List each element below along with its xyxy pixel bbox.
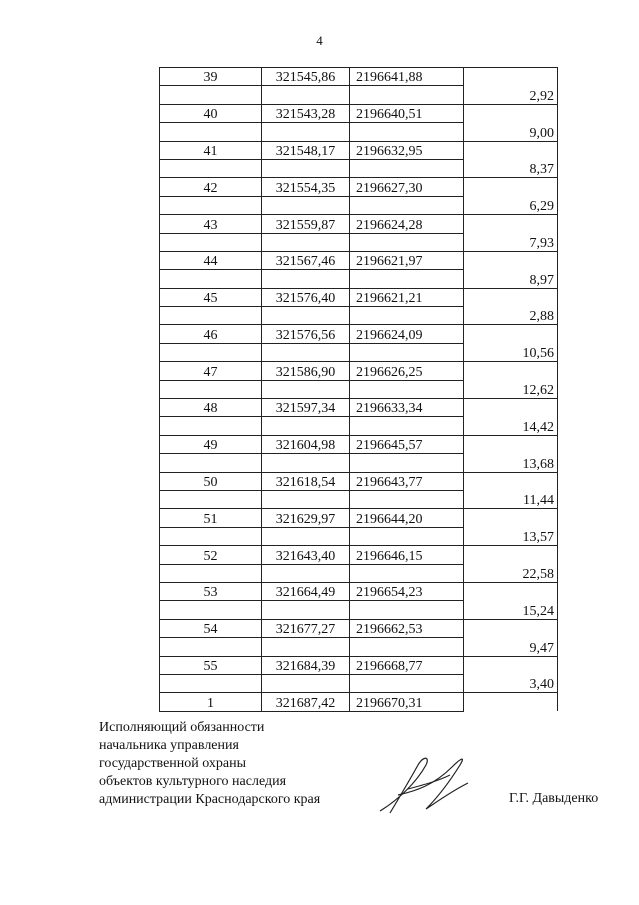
distance-cell bbox=[464, 141, 558, 159]
x-coordinate-cell bbox=[262, 674, 350, 692]
y-coordinate-cell: 2196624,09 bbox=[350, 325, 464, 343]
point-number-cell bbox=[160, 159, 262, 177]
distance-cell: 9,47 bbox=[464, 638, 558, 656]
y-coordinate-cell: 2196624,28 bbox=[350, 215, 464, 233]
point-row bbox=[160, 178, 558, 196]
point-number-cell: 49 bbox=[160, 435, 262, 453]
y-coordinate-cell bbox=[350, 123, 464, 141]
x-coordinate-cell bbox=[262, 601, 350, 619]
y-coordinate-cell bbox=[350, 638, 464, 656]
point-number-cell: 43 bbox=[160, 215, 262, 233]
point-number-cell bbox=[160, 343, 262, 361]
x-coordinate-cell: 321597,34 bbox=[262, 399, 350, 417]
distance-row bbox=[160, 417, 558, 435]
x-coordinate-cell: 321618,54 bbox=[262, 472, 350, 490]
distance-row bbox=[160, 601, 558, 619]
y-coordinate-cell: 2196668,77 bbox=[350, 656, 464, 674]
y-coordinate-cell: 2196670,31 bbox=[350, 693, 464, 711]
point-number-cell bbox=[160, 233, 262, 251]
coordinates-table-body bbox=[160, 68, 558, 712]
y-coordinate-cell bbox=[350, 270, 464, 288]
point-row bbox=[160, 325, 558, 343]
y-coordinate-cell: 2196621,97 bbox=[350, 251, 464, 269]
y-coordinate-cell bbox=[350, 380, 464, 398]
point-row bbox=[160, 141, 558, 159]
distance-row bbox=[160, 307, 558, 325]
distance-cell: 22,58 bbox=[464, 564, 558, 582]
distance-cell: 13,57 bbox=[464, 527, 558, 545]
y-coordinate-cell: 2196633,34 bbox=[350, 399, 464, 417]
coordinates-table bbox=[159, 67, 558, 712]
distance-cell: 14,42 bbox=[464, 417, 558, 435]
x-coordinate-cell: 321687,42 bbox=[262, 693, 350, 711]
distance-cell bbox=[464, 178, 558, 196]
x-coordinate-cell bbox=[262, 233, 350, 251]
x-coordinate-cell: 321643,40 bbox=[262, 546, 350, 564]
page-number: 4 bbox=[316, 33, 323, 48]
position-line: Исполняющий обязанности bbox=[99, 720, 265, 735]
x-coordinate-cell: 321576,56 bbox=[262, 325, 350, 343]
distance-cell bbox=[464, 288, 558, 306]
x-coordinate-cell: 321548,17 bbox=[262, 141, 350, 159]
distance-row bbox=[160, 564, 558, 582]
point-number-cell: 50 bbox=[160, 472, 262, 490]
distance-row bbox=[160, 196, 558, 214]
y-coordinate-cell bbox=[350, 564, 464, 582]
distance-cell: 8,97 bbox=[464, 270, 558, 288]
point-number-cell bbox=[160, 196, 262, 214]
y-coordinate-cell: 2196641,88 bbox=[350, 68, 464, 86]
point-number-cell: 40 bbox=[160, 104, 262, 122]
distance-cell: 12,62 bbox=[464, 380, 558, 398]
position-line: администрации Краснодарского края bbox=[99, 792, 321, 807]
point-row bbox=[160, 435, 558, 453]
distance-cell bbox=[464, 472, 558, 490]
distance-cell: 11,44 bbox=[464, 490, 558, 508]
distance-row bbox=[160, 270, 558, 288]
distance-cell bbox=[464, 399, 558, 417]
distance-row bbox=[160, 343, 558, 361]
distance-row bbox=[160, 490, 558, 508]
distance-cell: 2,88 bbox=[464, 307, 558, 325]
distance-row bbox=[160, 86, 558, 104]
distance-cell: 7,93 bbox=[464, 233, 558, 251]
signer-name: Г.Г. Давыденко bbox=[509, 791, 599, 806]
point-number-cell bbox=[160, 601, 262, 619]
distance-cell bbox=[464, 325, 558, 343]
y-coordinate-cell: 2196621,21 bbox=[350, 288, 464, 306]
point-row bbox=[160, 656, 558, 674]
distance-cell: 9,00 bbox=[464, 123, 558, 141]
point-number-cell: 41 bbox=[160, 141, 262, 159]
point-number-cell: 48 bbox=[160, 399, 262, 417]
x-coordinate-cell bbox=[262, 159, 350, 177]
point-row bbox=[160, 104, 558, 122]
point-number-cell: 47 bbox=[160, 362, 262, 380]
y-coordinate-cell: 2196643,77 bbox=[350, 472, 464, 490]
distance-row bbox=[160, 380, 558, 398]
point-number-cell bbox=[160, 270, 262, 288]
y-coordinate-cell bbox=[350, 343, 464, 361]
x-coordinate-cell: 321576,40 bbox=[262, 288, 350, 306]
y-coordinate-cell: 2196644,20 bbox=[350, 509, 464, 527]
y-coordinate-cell: 2196626,25 bbox=[350, 362, 464, 380]
distance-cell bbox=[464, 509, 558, 527]
point-row bbox=[160, 509, 558, 527]
point-number-cell bbox=[160, 380, 262, 398]
point-number-cell: 51 bbox=[160, 509, 262, 527]
point-number-cell bbox=[160, 307, 262, 325]
position-line: объектов культурного наследия bbox=[99, 774, 287, 789]
point-number-cell bbox=[160, 417, 262, 435]
x-coordinate-cell: 321629,97 bbox=[262, 509, 350, 527]
y-coordinate-cell bbox=[350, 454, 464, 472]
point-number-cell bbox=[160, 123, 262, 141]
x-coordinate-cell: 321559,87 bbox=[262, 215, 350, 233]
x-coordinate-cell bbox=[262, 307, 350, 325]
x-coordinate-cell bbox=[262, 196, 350, 214]
distance-cell bbox=[464, 68, 558, 86]
distance-cell bbox=[464, 582, 558, 600]
x-coordinate-cell bbox=[262, 86, 350, 104]
point-row bbox=[160, 582, 558, 600]
distance-cell bbox=[464, 693, 558, 711]
point-number-cell: 55 bbox=[160, 656, 262, 674]
y-coordinate-cell: 2196627,30 bbox=[350, 178, 464, 196]
distance-cell bbox=[464, 619, 558, 637]
x-coordinate-cell bbox=[262, 527, 350, 545]
point-row bbox=[160, 399, 558, 417]
position-line: государственной охраны bbox=[99, 756, 247, 771]
distance-row bbox=[160, 233, 558, 251]
x-coordinate-cell: 321543,28 bbox=[262, 104, 350, 122]
x-coordinate-cell bbox=[262, 417, 350, 435]
distance-row bbox=[160, 527, 558, 545]
point-number-cell: 1 bbox=[160, 693, 262, 711]
point-row bbox=[160, 288, 558, 306]
distance-cell: 13,68 bbox=[464, 454, 558, 472]
distance-cell: 15,24 bbox=[464, 601, 558, 619]
point-number-cell bbox=[160, 638, 262, 656]
distance-cell bbox=[464, 215, 558, 233]
y-coordinate-cell bbox=[350, 86, 464, 104]
distance-cell bbox=[464, 251, 558, 269]
y-coordinate-cell: 2196632,95 bbox=[350, 141, 464, 159]
x-coordinate-cell bbox=[262, 123, 350, 141]
x-coordinate-cell: 321684,39 bbox=[262, 656, 350, 674]
y-coordinate-cell bbox=[350, 674, 464, 692]
point-number-cell bbox=[160, 564, 262, 582]
point-number-cell: 54 bbox=[160, 619, 262, 637]
y-coordinate-cell bbox=[350, 233, 464, 251]
point-number-cell: 46 bbox=[160, 325, 262, 343]
distance-cell: 6,29 bbox=[464, 196, 558, 214]
distance-cell: 2,92 bbox=[464, 86, 558, 104]
point-row bbox=[160, 362, 558, 380]
distance-cell bbox=[464, 104, 558, 122]
point-number-cell bbox=[160, 490, 262, 508]
y-coordinate-cell: 2196645,57 bbox=[350, 435, 464, 453]
y-coordinate-cell bbox=[350, 601, 464, 619]
point-number-cell bbox=[160, 527, 262, 545]
point-number-cell: 42 bbox=[160, 178, 262, 196]
x-coordinate-cell bbox=[262, 380, 350, 398]
point-number-cell bbox=[160, 454, 262, 472]
y-coordinate-cell bbox=[350, 527, 464, 545]
y-coordinate-cell: 2196640,51 bbox=[350, 104, 464, 122]
x-coordinate-cell: 321567,46 bbox=[262, 251, 350, 269]
distance-row bbox=[160, 454, 558, 472]
distance-cell: 8,37 bbox=[464, 159, 558, 177]
point-row bbox=[160, 68, 558, 86]
y-coordinate-cell: 2196646,15 bbox=[350, 546, 464, 564]
y-coordinate-cell: 2196662,53 bbox=[350, 619, 464, 637]
point-number-cell: 45 bbox=[160, 288, 262, 306]
point-row bbox=[160, 472, 558, 490]
x-coordinate-cell: 321545,86 bbox=[262, 68, 350, 86]
x-coordinate-cell bbox=[262, 454, 350, 472]
x-coordinate-cell: 321664,49 bbox=[262, 582, 350, 600]
x-coordinate-cell bbox=[262, 343, 350, 361]
point-row bbox=[160, 215, 558, 233]
x-coordinate-cell bbox=[262, 638, 350, 656]
distance-cell: 10,56 bbox=[464, 343, 558, 361]
point-row bbox=[160, 251, 558, 269]
distance-cell bbox=[464, 362, 558, 380]
signatory-position bbox=[99, 719, 320, 809]
x-coordinate-cell: 321554,35 bbox=[262, 178, 350, 196]
y-coordinate-cell bbox=[350, 307, 464, 325]
y-coordinate-cell bbox=[350, 490, 464, 508]
y-coordinate-cell bbox=[350, 159, 464, 177]
point-number-cell bbox=[160, 674, 262, 692]
x-coordinate-cell bbox=[262, 270, 350, 288]
distance-row bbox=[160, 159, 558, 177]
position-line: начальника управления bbox=[99, 738, 239, 753]
distance-row bbox=[160, 123, 558, 141]
point-number-cell bbox=[160, 86, 262, 104]
point-row bbox=[160, 619, 558, 637]
distance-cell bbox=[464, 656, 558, 674]
distance-row bbox=[160, 638, 558, 656]
distance-cell bbox=[464, 435, 558, 453]
y-coordinate-cell: 2196654,23 bbox=[350, 582, 464, 600]
point-number-cell: 52 bbox=[160, 546, 262, 564]
distance-row bbox=[160, 674, 558, 692]
x-coordinate-cell: 321604,98 bbox=[262, 435, 350, 453]
x-coordinate-cell: 321586,90 bbox=[262, 362, 350, 380]
x-coordinate-cell bbox=[262, 490, 350, 508]
distance-cell: 3,40 bbox=[464, 674, 558, 692]
point-number-cell: 39 bbox=[160, 68, 262, 86]
handwritten-signature bbox=[368, 745, 478, 825]
x-coordinate-cell: 321677,27 bbox=[262, 619, 350, 637]
y-coordinate-cell bbox=[350, 417, 464, 435]
y-coordinate-cell bbox=[350, 196, 464, 214]
point-row bbox=[160, 693, 558, 711]
point-row bbox=[160, 546, 558, 564]
point-number-cell: 53 bbox=[160, 582, 262, 600]
distance-cell bbox=[464, 546, 558, 564]
x-coordinate-cell bbox=[262, 564, 350, 582]
point-number-cell: 44 bbox=[160, 251, 262, 269]
